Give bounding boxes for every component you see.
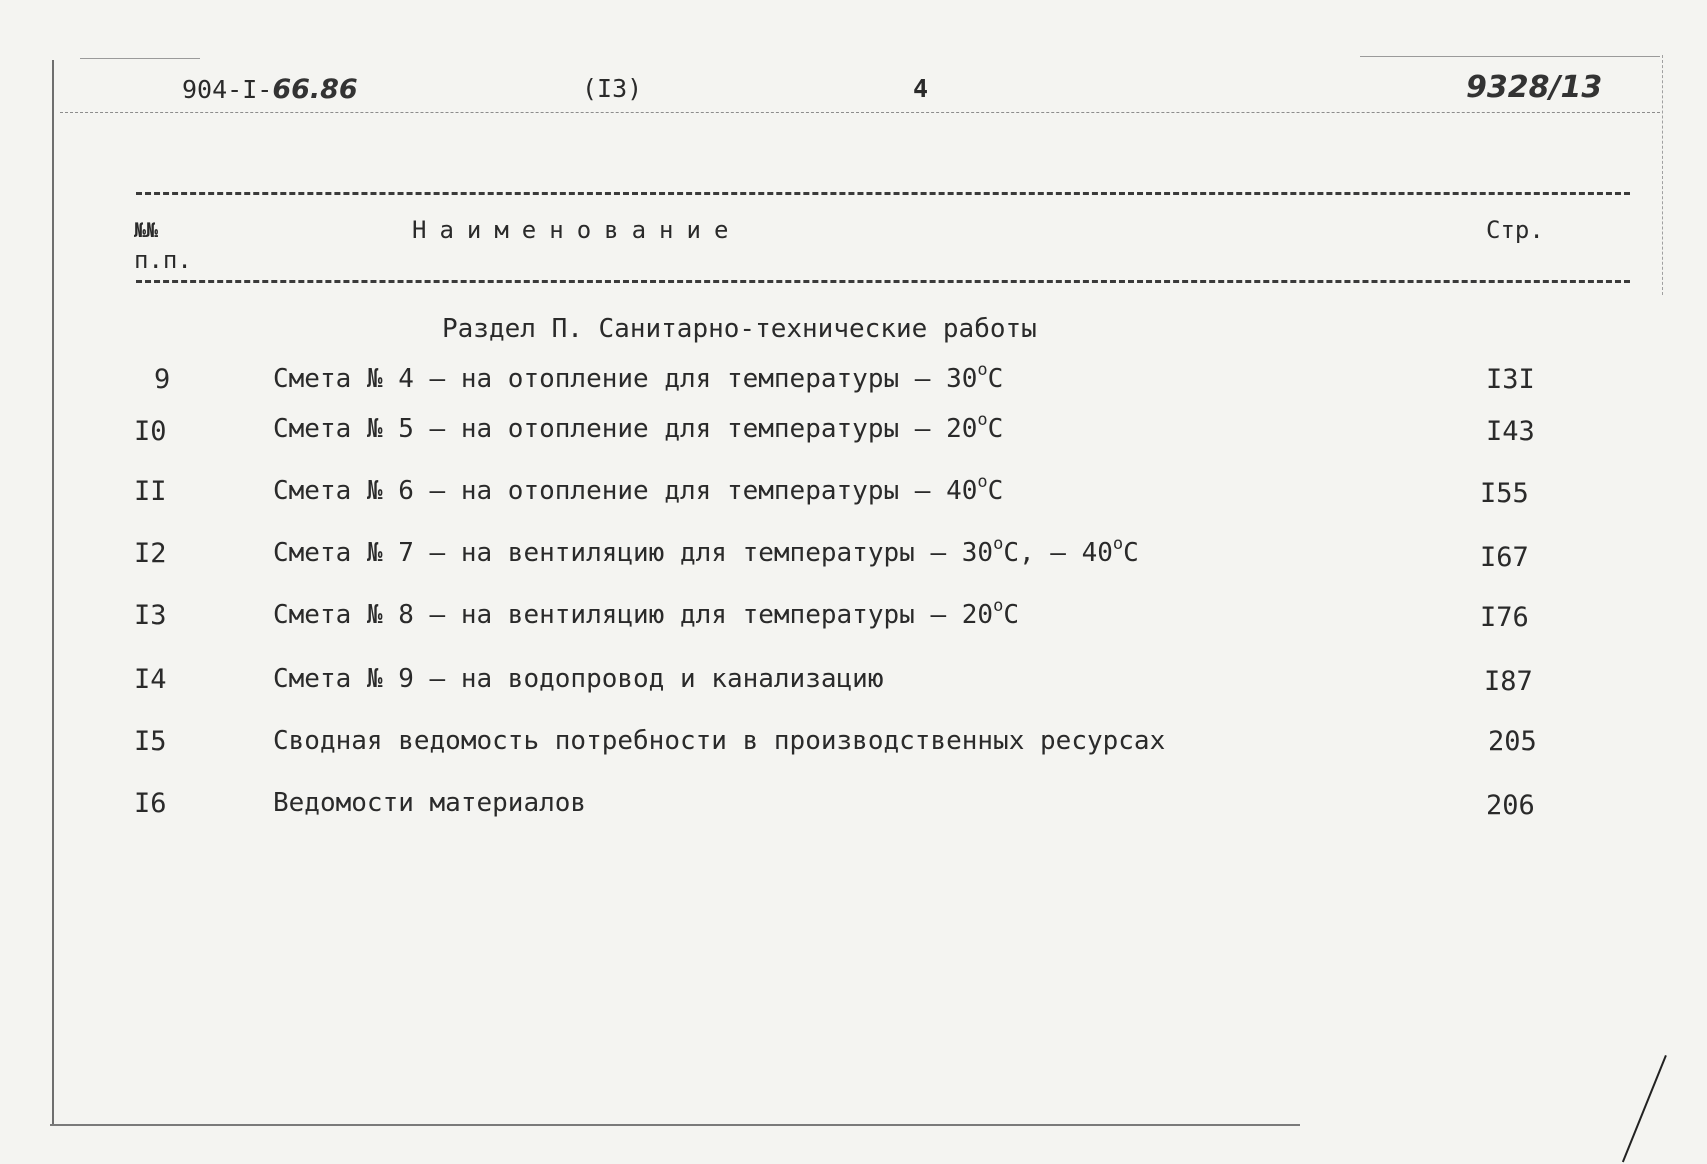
row-page: I43 <box>1486 416 1535 447</box>
row-num: I0 <box>134 416 167 447</box>
row-num: I4 <box>134 664 167 695</box>
row-page: 206 <box>1486 790 1535 821</box>
frame-top-line <box>60 112 1660 113</box>
row-page: I87 <box>1484 666 1533 697</box>
row-page: I67 <box>1480 542 1529 573</box>
table-top-rule <box>136 192 1630 195</box>
row-name: Ведомости материалов <box>273 788 587 818</box>
doc-code-handwritten: 66.86 <box>272 74 358 105</box>
row-name: Смета № 6 – на отопление для температуры – $40^оС$ <box>273 472 1004 506</box>
frame-top-right-mark <box>1360 56 1660 57</box>
row-name: Смета № 8 – на вентиляцию для температуры – $20^оС$ <box>273 596 1019 630</box>
inventory-number: 9328/13 <box>1466 70 1603 105</box>
doc-code <box>182 74 358 105</box>
col-page-header: Стр. <box>1486 216 1544 244</box>
row-page: 205 <box>1488 726 1537 757</box>
page-number: 4 <box>913 74 929 103</box>
row-num: 9 <box>154 364 171 395</box>
row-num: I3 <box>134 600 167 631</box>
row-num: I5 <box>134 726 167 757</box>
frame-right-line <box>1662 55 1663 295</box>
album-number: (I3) <box>582 74 643 103</box>
table-header-rule <box>136 280 1630 283</box>
row-name: Смета № 4 – на отопление для температуры – $30^оС$ <box>273 360 1004 394</box>
row-page: I76 <box>1480 602 1529 633</box>
col-num-header: №№ <box>134 218 159 242</box>
row-name: Смета № 5 – на отопление для температуры – $20^оС$ <box>273 410 1004 444</box>
pen-stroke-mark <box>1622 1055 1667 1162</box>
col-num-subheader: п.п. <box>134 246 192 274</box>
col-name-header: Наименование <box>412 216 742 244</box>
doc-code-prefix: 904-I- <box>182 75 273 104</box>
row-num: I6 <box>134 788 167 819</box>
row-num: II <box>134 476 167 507</box>
row-num: I2 <box>134 538 167 569</box>
row-name: Смета № 9 – на водопровод и канализацию <box>273 664 884 694</box>
frame-left-line <box>52 60 54 1125</box>
frame-top-left-mark <box>80 58 200 59</box>
frame-bottom-line <box>50 1124 1300 1126</box>
row-name: Сводная ведомость потребности в производственных ресурсах <box>273 726 1166 756</box>
row-name: Смета № 7 – на вентиляцию для температуры – $30^оС$, – $40^оС$ <box>273 534 1139 568</box>
row-page: I55 <box>1480 478 1529 509</box>
section-title: Раздел П. Санитарно-технические работы <box>442 314 1037 344</box>
row-page: I3I <box>1486 364 1535 395</box>
